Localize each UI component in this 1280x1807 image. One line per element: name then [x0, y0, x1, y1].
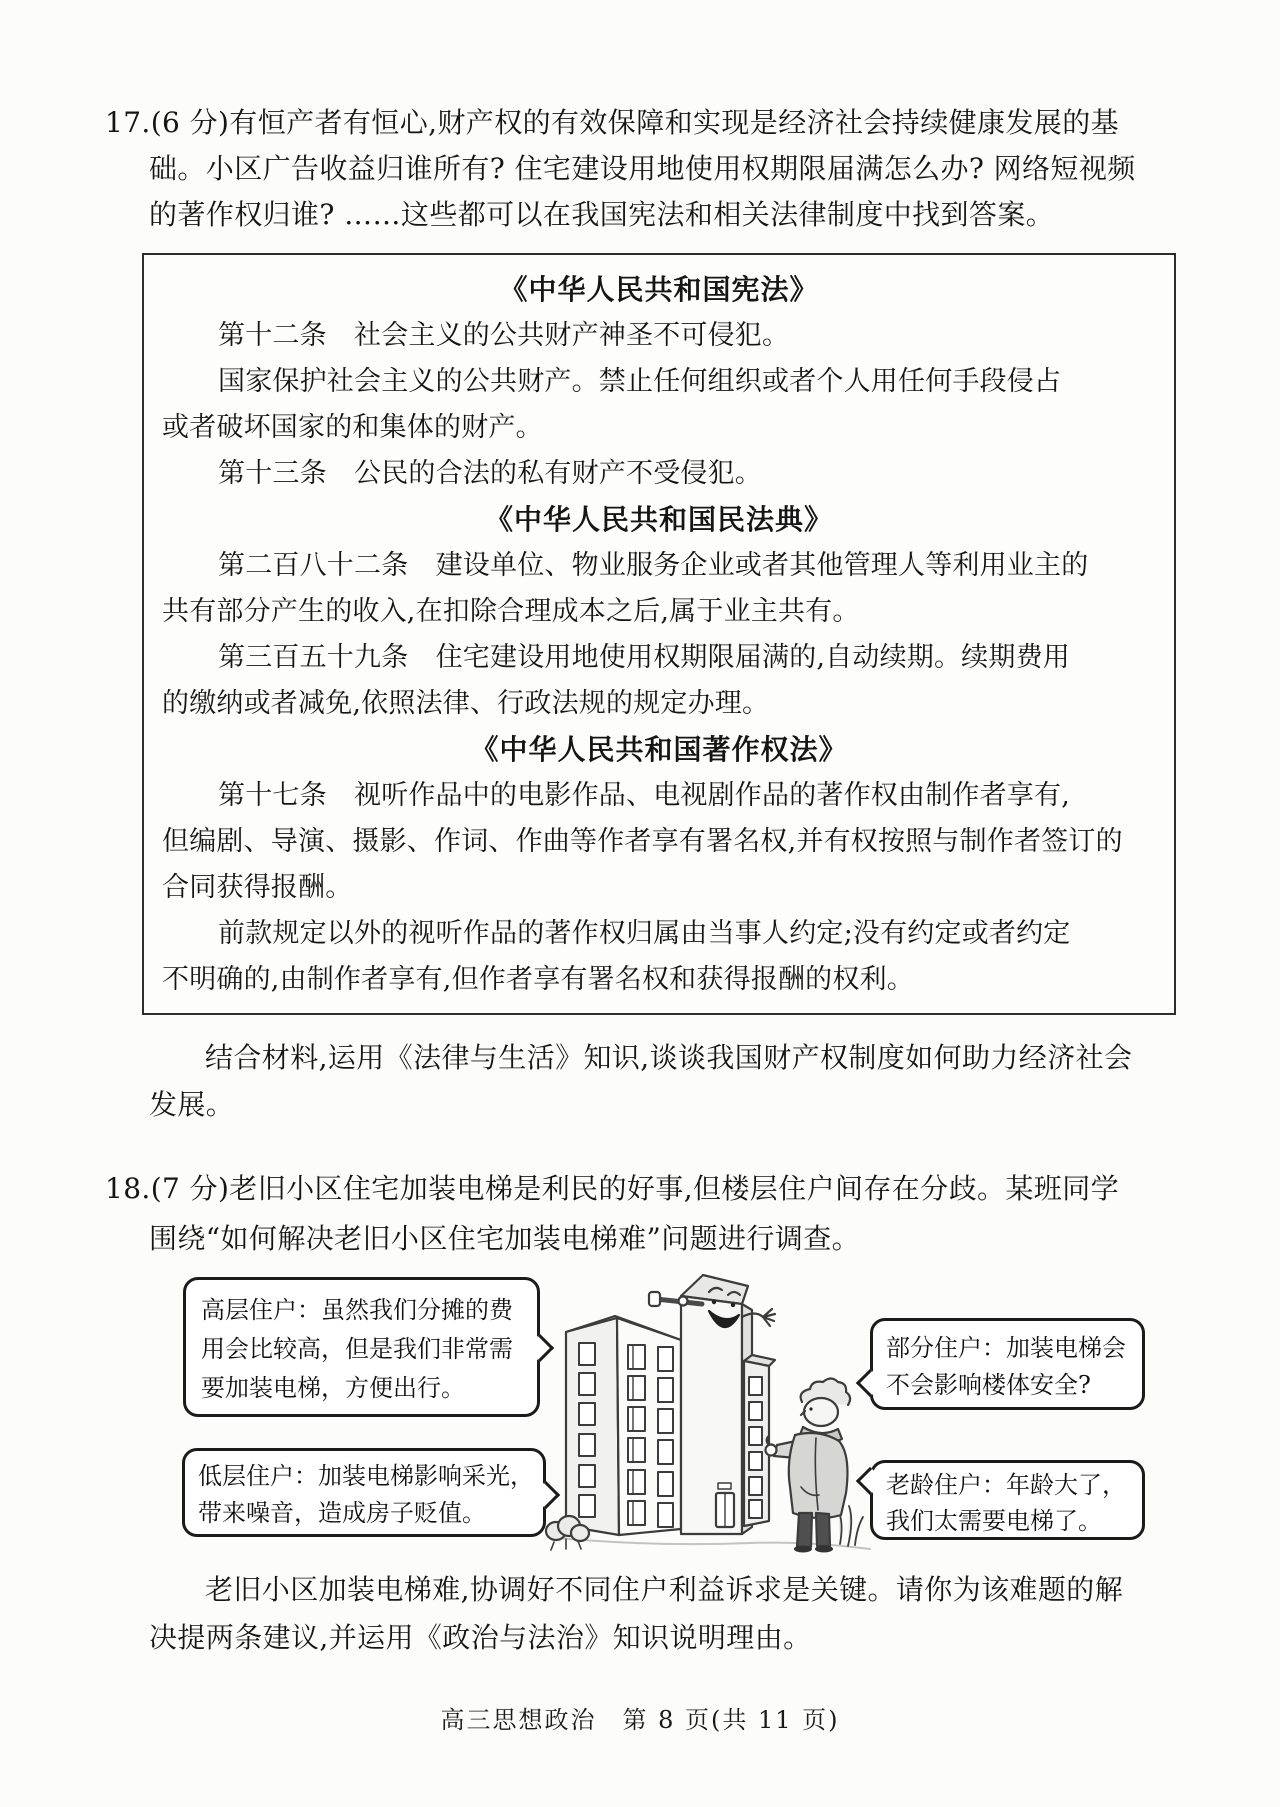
- question-18-number: 18.: [105, 1172, 151, 1205]
- question-17-number: 17.: [105, 106, 151, 139]
- question-17-line: 的著作权归谁? ……这些都可以在我国宪法和相关法律制度中找到答案。: [149, 198, 1055, 231]
- law-article-line: 第二百八十二条 建设单位、物业服务企业或者其他管理人等利用业主的: [218, 550, 1089, 581]
- bubble-text-line: 高层住户：虽然我们分摊的费: [201, 1296, 513, 1324]
- question-17-task-line: 结合材料,运用《法律与生活》知识,谈谈我国财产权制度如何助力经济社会: [205, 1041, 1133, 1074]
- law-article-line: 的缴纳或者减免,依照法律、行政法规的规定办理。: [162, 688, 770, 719]
- law-article-line: 但编剧、导演、摄影、作词、作曲等作者享有署名权,并有权按照与制作者签订的: [162, 826, 1123, 857]
- law-article-line: 第十三条 公民的合法的私有财产不受侵犯。: [218, 458, 762, 489]
- speech-bubble-some-residents: [870, 1318, 1145, 1410]
- speech-bubble-elderly-residents: [870, 1460, 1145, 1540]
- question-18-line: 围绕“如何解决老旧小区住宅加装电梯难”问题进行调查。: [149, 1222, 861, 1255]
- apartment-building-left: [566, 1316, 681, 1535]
- bubble-text-line: 老龄住户：年龄大了，: [886, 1471, 1126, 1499]
- bubble-text-line: 部分住户：加装电梯会: [886, 1334, 1126, 1362]
- bubble-text-line: 用会比较高，但是我们非常需: [201, 1335, 513, 1363]
- speech-bubble-low-floor-residents: [182, 1448, 546, 1537]
- building-illustration: [540, 1259, 880, 1559]
- bubble-text-line: 低层住户：加装电梯影响采光，: [198, 1462, 534, 1490]
- survey-illustration: [0, 1255, 1280, 1567]
- bubble-text-line: 不会影响楼体安全?: [886, 1371, 1091, 1399]
- law-article-line: 第十七条 视听作品中的电影作品、电视剧作品的著作权由制作者享有,: [218, 780, 1070, 811]
- law-article-line: 合同获得报酬。: [162, 872, 353, 903]
- bubble-text-line: 带来噪音，造成房子贬值。: [198, 1499, 486, 1527]
- question-18-text: (7 分)老旧小区住宅加装电梯是利民的好事,但楼层住户间存在分歧。某班同学: [150, 1172, 1120, 1205]
- page-footer: 高三思想政治 第 8 页(共 11 页): [440, 1706, 840, 1734]
- entrance-door-icon: [716, 1483, 734, 1527]
- law-title-copyright-law: 《中华人民共和国著作权法》: [470, 734, 848, 765]
- question-17-task-line: 发展。: [149, 1088, 235, 1121]
- question-18-task: [149, 1566, 1204, 1662]
- apartment-building-right: [744, 1355, 775, 1526]
- law-excerpt-box: [142, 253, 1176, 1015]
- question-17-line: [105, 100, 1200, 146]
- speech-bubble-high-floor-residents: [183, 1277, 540, 1417]
- law-title-civil-code: 《中华人民共和国民法典》: [484, 504, 833, 535]
- law-title-constitution: 《中华人民共和国宪法》: [499, 274, 819, 305]
- law-article-line: 国家保护社会主义的公共财产。禁止任何组织或者个人用任何手段侵占: [218, 366, 1062, 397]
- law-article-line: 不明确的,由制作者享有,但作者享有署名权和获得报酬的权利。: [162, 964, 914, 995]
- law-article-line: 共有部分产生的收入,在扣除合理成本之后,属于业主共有。: [162, 596, 860, 627]
- bubble-text-line: 我们太需要电梯了。: [886, 1507, 1102, 1535]
- question-17-text: (6 分)有恒产者有恒心,财产权的有效保障和实现是经济社会持续健康发展的基: [150, 106, 1120, 139]
- law-article-line: 前款规定以外的视听作品的著作权归属由当事人约定;没有约定或者约定: [218, 918, 1071, 949]
- question-18-line: [105, 1164, 1200, 1214]
- question-17: [105, 100, 1200, 238]
- question-18: [105, 1164, 1200, 1264]
- question-18-task-line: 老旧小区加装电梯难,协调好不同住户利益诉求是关键。请你为该难题的解: [205, 1573, 1124, 1606]
- bubble-text-line: 要加装电梯，方便出行。: [201, 1374, 465, 1402]
- law-article-line: 第三百五十九条 住宅建设用地使用权期限届满的,自动续期。续期费用: [218, 642, 1070, 673]
- elderly-resident-figure: [766, 1379, 851, 1553]
- question-17-line: 础。小区广告收益归谁所有? 住宅建设用地使用权期限届满怎么办? 网络短视频: [149, 152, 1136, 185]
- law-article-line: 第十二条 社会主义的公共财产神圣不可侵犯。: [218, 320, 790, 351]
- question-17-task: [149, 1034, 1204, 1128]
- law-article-line: 或者破坏国家的和集体的财产。: [162, 412, 543, 443]
- question-18-task-line: 决提两条建议,并运用《政治与法治》知识说明理由。: [149, 1621, 812, 1654]
